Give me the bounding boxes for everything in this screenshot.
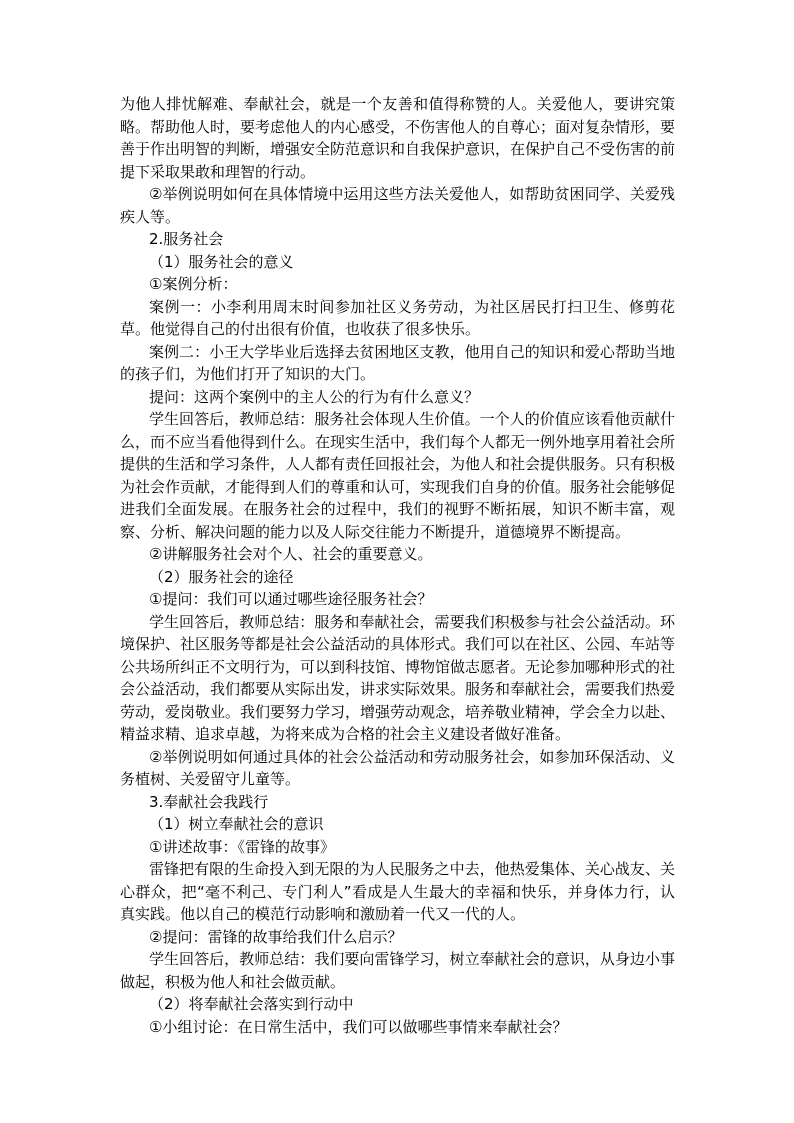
paragraph: ②举例说明如何通过具体的社会公益活动和劳动服务社会，如参加环保活动、义务植树、关爱留守儿童等。 <box>120 747 675 788</box>
paragraph: 案例一：小李利用周末时间参加社区义务劳动，为社区居民打扫卫生、修剪花草。他觉得自己的付出很有价值，也收获了很多快乐。 <box>120 297 675 338</box>
paragraph: 学生回答后，教师总结：服务社会体现人生价值。一个人的价值应该看他贡献什么，而不应当看他得到什么。在现实生活中，我们每个人都无一例外地享用着社会所提供的生活和学习条件，人人都有责任回报社会，为他人和社会提供服务。只有积极为社会作贡献，才能得到人们的尊重和认可，实现我们自身的价值。服务社会能够促进我们全面发展。在服务社会的过程中，我们的视野不断拓展，知识不断丰富，观察、分析、解决问题的能力以及人际交往能力不断提升，道德境界不断提高。 <box>120 410 676 541</box>
subsection-heading: （2）服务社会的途径 <box>149 567 294 586</box>
subsection-heading: （2）将奉献社会落实到行动中 <box>149 995 354 1013</box>
paragraph: 提问：这两个案例中的主人公的行为有什么意义？ <box>149 387 480 406</box>
subsection-heading: （1）服务社会的意义 <box>149 252 294 271</box>
paragraph: ①讲述故事：《雷锋的故事》 <box>149 837 335 856</box>
paragraph: 学生回答后，教师总结：我们要向雷锋学习，树立奉献社会的意识，从身边小事做起，积极为他人和社会做贡献。 <box>120 950 675 991</box>
paragraph: ②提问：雷锋的故事给我们什么启示？ <box>149 927 403 946</box>
section-heading: 2.服务社会 <box>149 230 224 248</box>
section-heading: 3.奉献社会我践行 <box>149 792 269 811</box>
paragraph: 案例二：小王大学毕业后选择去贫困地区支教，他用自己的知识和爱心帮助当地的孩子们，为他们打开了知识的大门。 <box>120 342 675 383</box>
paragraph: 为他人排忧解难、奉献社会，就是一个友善和值得称赞的人。关爱他人，要讲究策略。帮助他人时，要考虑他人的内心感受，不伤害他人的自尊心；面对复杂情形，要善于作出明智的判断，增强安全防范意识和自我保护意识，在保护自己不受伤害的前提下采取果敢和理智的行动。 <box>120 95 676 181</box>
paragraph: ②举例说明如何在具体情境中运用这些方法关爱他人，如帮助贫困同学、关爱残疾人等。 <box>120 185 675 226</box>
paragraph: ②讲解服务社会对个人、社会的重要意义。 <box>149 545 433 563</box>
subsection-heading: （1）树立奉献社会的意识 <box>149 815 324 833</box>
paragraph: ①案例分析： <box>149 275 238 293</box>
paragraph: 学生回答后，教师总结：服务和奉献社会，需要我们积极参与社会公益活动。环境保护、社区服务等都是社会公益活动的具体形式。我们可以在社区、公园、车站等公共场所纠正不文明行为，可以到科技馆、博物馆做志愿者。无论参加哪种形式的社会公益活动，我们都要从实际出发，讲求实际效果。服务和奉献社会，需要我们热爱劳动，爱岗敬业。我们要努力学习，增强劳动观念，培养敬业精神，学会全力以赴、精益求精、追求卓越，为将来成为合格的社会主义建设者做好准备。 <box>120 612 676 743</box>
paragraph: ①提问：我们可以通过哪些途径服务社会？ <box>149 590 433 608</box>
document-page <box>120 93 675 1038</box>
paragraph: 雷锋把有限的生命投入到无限的为人民服务之中去，他热爱集体、关心战友、关心群众，把“毫不利己、专门利人”看成是人生最大的幸福和快乐，并身体力行，认真实践。他以自己的模范行动影响和激励着一代又一代的人。 <box>120 860 675 923</box>
paragraph: ①小组讨论：在日常生活中，我们可以做哪些事情来奉献社会？ <box>149 1017 568 1036</box>
